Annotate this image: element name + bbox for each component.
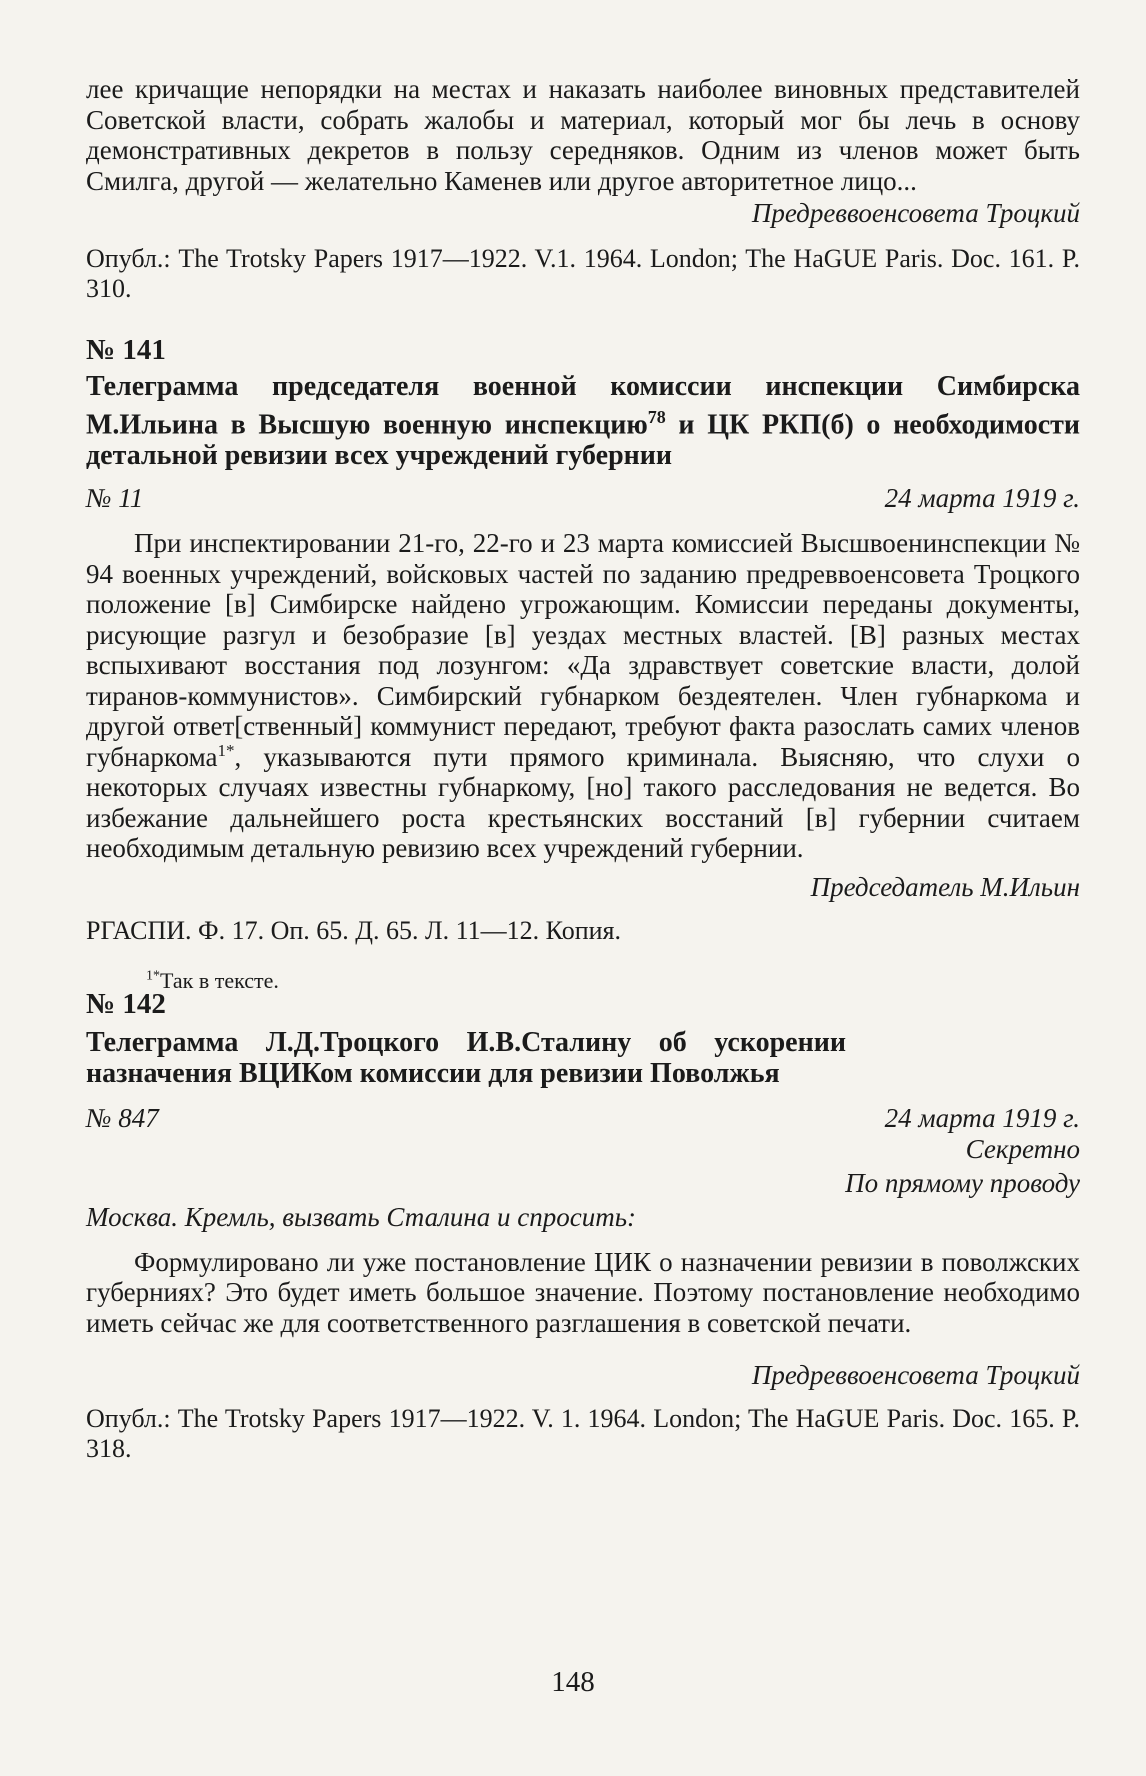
doc-meta-142: [86, 1103, 1080, 1134]
title-141-part1: Телеграмма председателя военной комиссии инспекции Симбирска М.Ильина в Высшую военную инспекцию: [86, 371, 1080, 441]
archive-note-141: РГАСПИ. Ф. 17. Оп. 65. Д. 65. Л. 11—12. Копия.: [86, 915, 622, 945]
doc-title-142: Телеграмма Л.Д.Троцкого И.В.Сталину об ускорении назначения ВЦИКом комиссии для ревизии Поволжья: [86, 1027, 846, 1089]
top-continuation: [86, 74, 1080, 304]
body-141-part1: При инспектировании 21-го, 22-го и 23 марта комиссией Высшвоенинспекции № 94 военных учреждений, войсковых частей по заданию предреввоенсовета Троцкого положение [в] Симбирске найдено угрожающим. Комиссии переданы документы, рисующие разгул и безобразие [в] уездах местных властей. [В] разных местах вспыхивают восстания под лозунгом: «Да здравствует советские власти, долой тиранов-коммунистов». Симбирский губнарком бездеятелен. Член губнаркома и другой ответ[ственный] коммунист передают, требуют факта разослать самих членов губнаркома: [86, 528, 1080, 772]
continuation-paragraph: лее кричащие непорядки на местах и наказать наиболее виновных представителей Советской власти, собрать жалобы и материал, который мог бы лечь в основу демонстративных декретов в пользу середняков. Одним из членов может быть Смилга, другой — желательно Каменев или другое авторитетное лицо...: [86, 74, 1080, 196]
signature-trotsky-1: Предреввоенсовета Троцкий: [751, 198, 1080, 228]
doc-body-142: Формулировано ли уже постановление ЦИК о назначении ревизии в поволжских губерниях? Это будет иметь большое значение. Поэтому постановление необходимо иметь сейчас же для соответственного разглашения в советской печати.: [86, 1246, 1080, 1338]
doc-date-142: 24 марта 1919 г.: [884, 1103, 1080, 1133]
source-note-2: Опубл.: The Trotsky Papers 1917—1922. V. 1. 1964. London; The HaGUE Paris. Doc. 165. P. 318.: [86, 1404, 1080, 1463]
document-141: [86, 334, 1080, 994]
direct-wire-mark: По прямому проводу: [845, 1168, 1080, 1198]
title-footnote-ref: 78: [647, 407, 666, 427]
signature-trotsky-2: Предреввоенсовета Троцкий: [751, 1360, 1080, 1390]
doc-ref-141: № 11: [86, 483, 144, 514]
doc-title-141: [86, 371, 1080, 471]
doc-body-141: [86, 528, 1080, 864]
doc-meta-141: [86, 483, 1080, 514]
signature-ilyin: Председатель М.Ильин: [810, 871, 1080, 902]
source-note-1: Опубл.: The Trotsky Papers 1917—1922. V.1. 1964. London; The HaGUE Paris. Doc. 161. P. 310.: [86, 244, 1080, 303]
doc-number-141: № 141: [86, 334, 166, 366]
doc-number-142: № 142: [86, 988, 166, 1020]
address-line: Москва. Кремль, вызвать Сталина и спросить:: [86, 1202, 637, 1232]
doc-date-141: 24 марта 1919 г.: [884, 483, 1080, 514]
doc-ref-142: № 847: [86, 1103, 159, 1133]
footnote-mark: 1*: [146, 968, 160, 984]
page-number: 148: [551, 1666, 595, 1698]
footnote-text: Так в тексте.: [160, 967, 279, 993]
body-footnote-ref: 1*: [217, 740, 235, 760]
document-142: [86, 988, 1080, 1464]
title-141-part2: и ЦК РКП(б) о необходимости детальной ревизии всех учреждений губернии: [86, 409, 1081, 472]
secret-mark: Секретно: [965, 1134, 1080, 1164]
body-141-part2: , указываются пути прямого криминала. Выясняю, что слухи о некоторых случаях известны губнаркому, [но] такого расследования не ведется. Во избежание дальнейшего роста крестьянских восстаний [в] губернии считаем необходимым детальную ревизию всех учреждений губернии.: [86, 741, 1080, 864]
